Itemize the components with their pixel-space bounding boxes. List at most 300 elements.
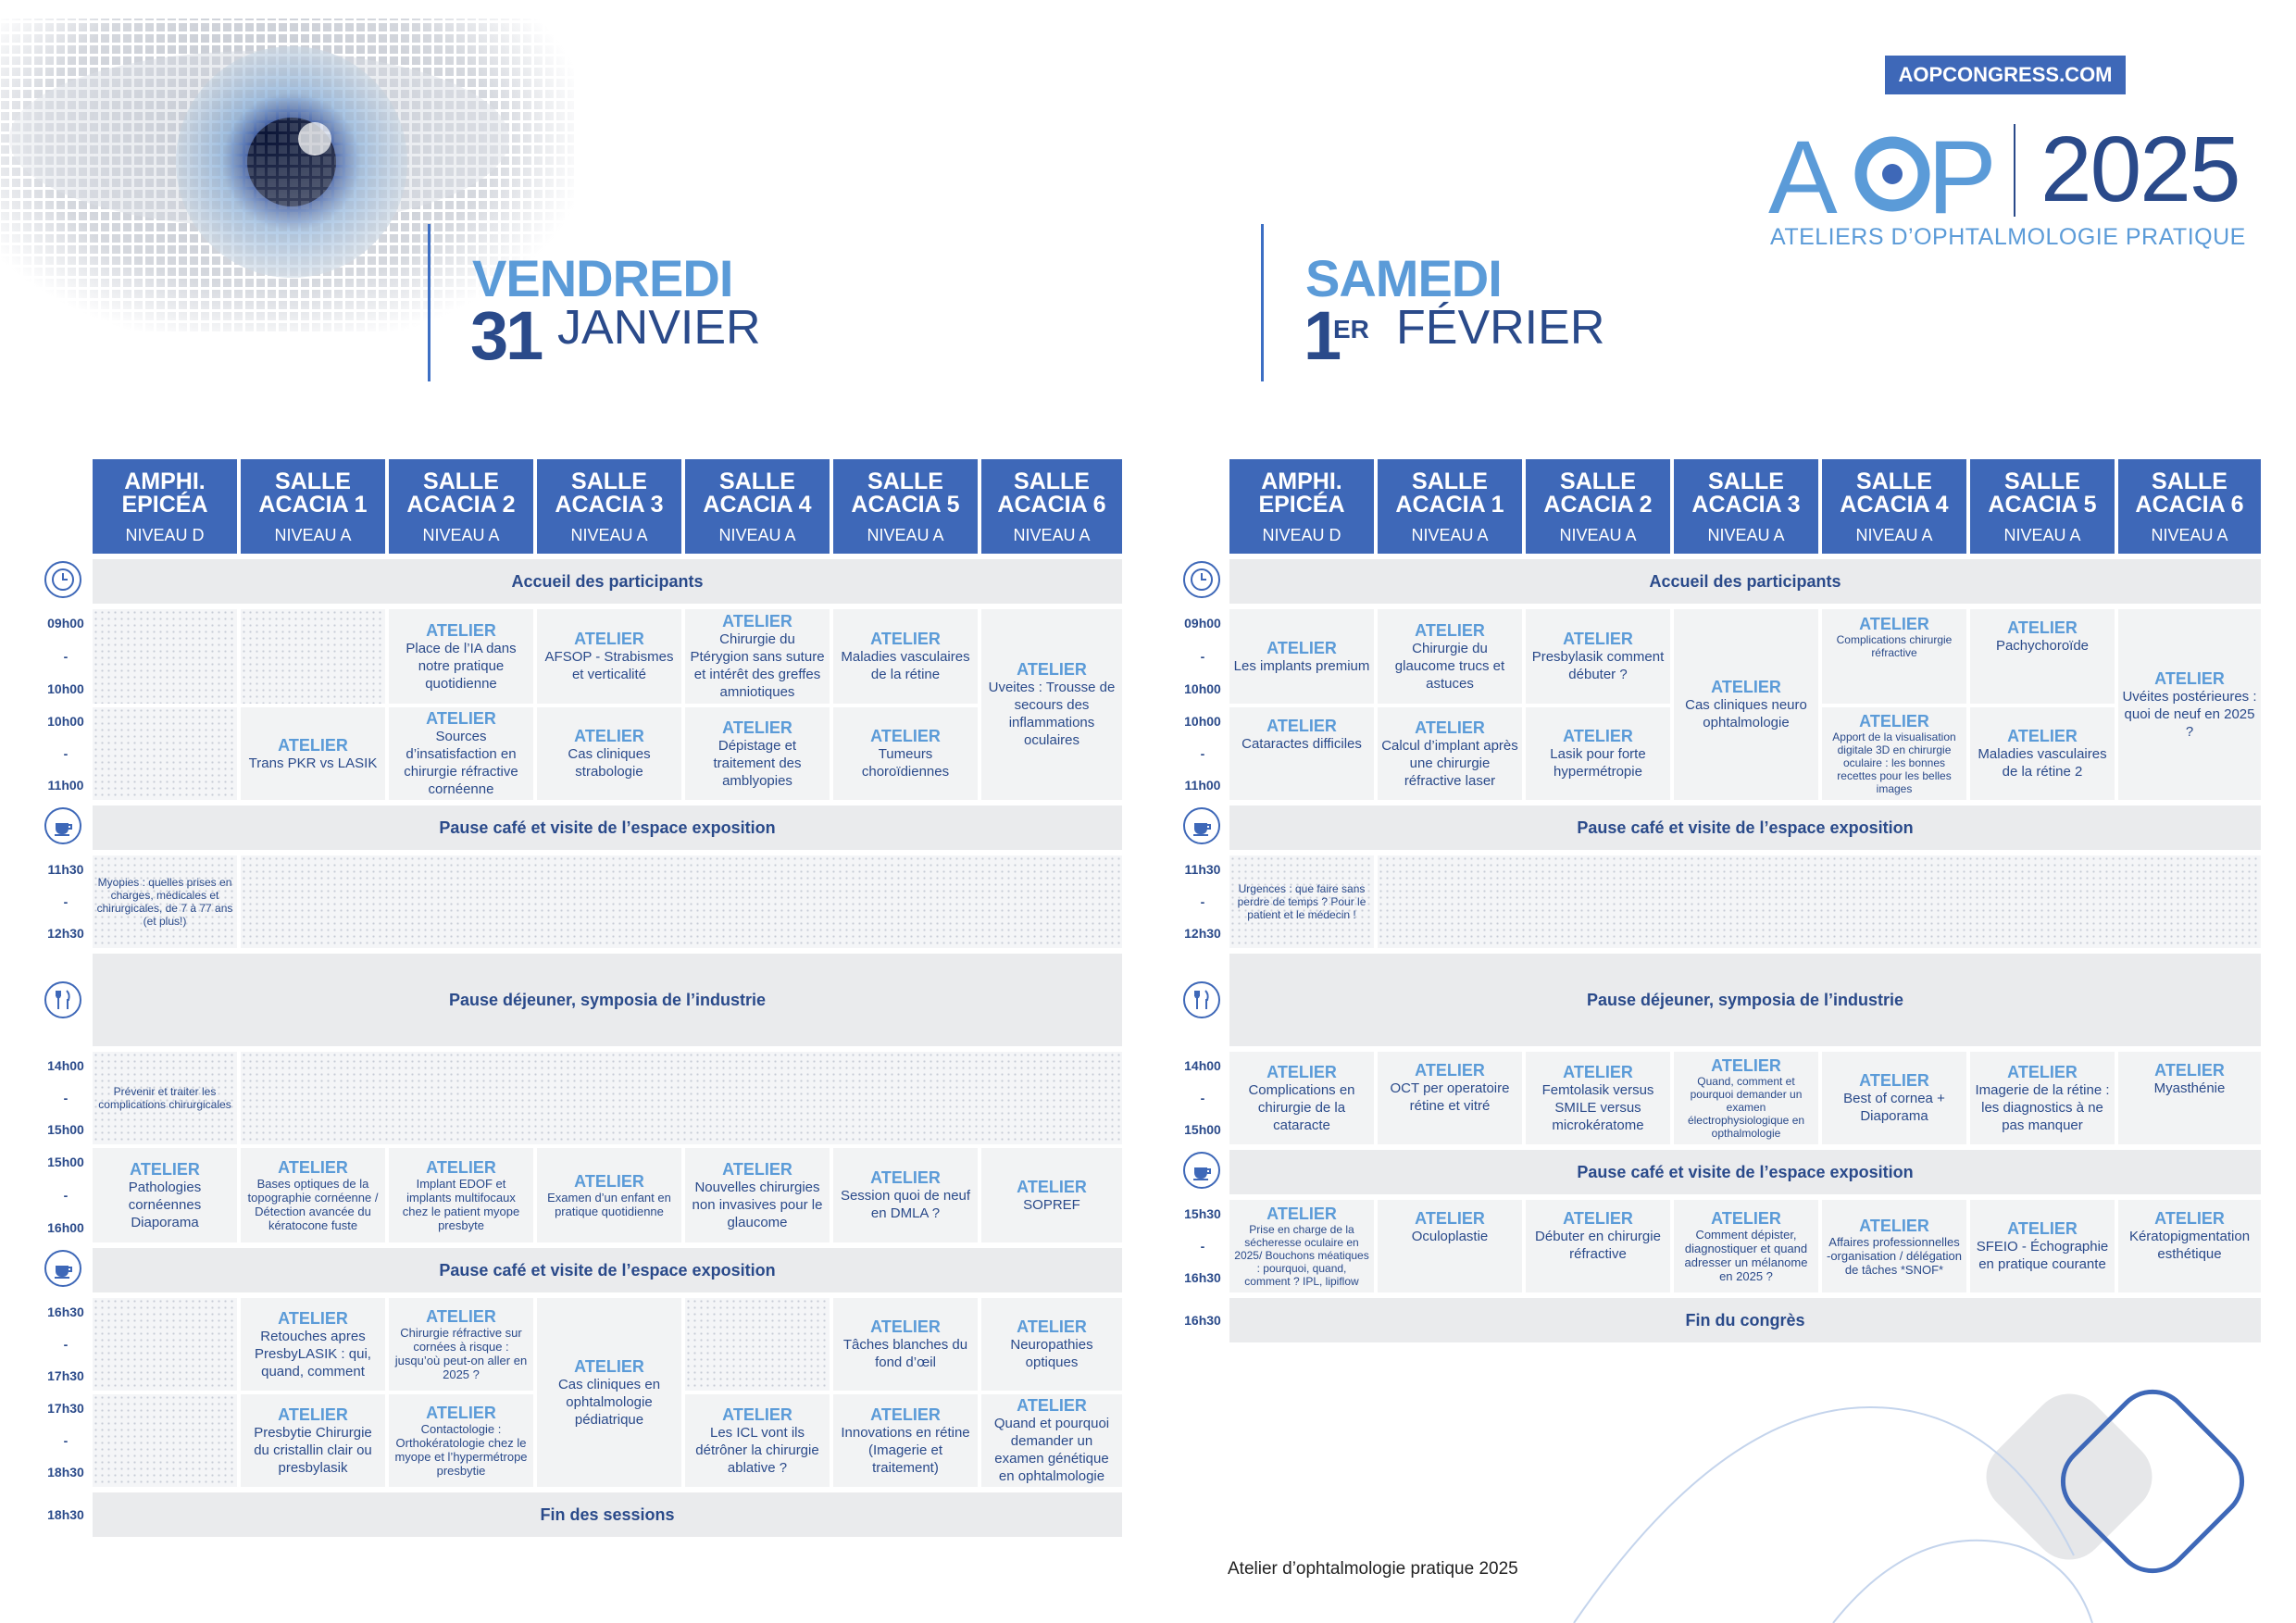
empty-slot (241, 855, 1122, 948)
session-type: ATELIER (1563, 1062, 1633, 1081)
room-name: ACACIA 2 (1543, 492, 1653, 518)
session-cell[interactable] (833, 1298, 978, 1391)
room-name: ACACIA 2 (406, 492, 516, 518)
time-start: 09h00 (47, 616, 84, 630)
session-type: ATELIER (2007, 1062, 2078, 1081)
session-cell[interactable] (685, 609, 830, 704)
session-type: ATELIER (426, 1158, 496, 1177)
session-type: ATELIER (1711, 1209, 1781, 1228)
session-title: Complications en chirurgie de la cataracte (1248, 1081, 1355, 1133)
room-header (981, 459, 1122, 554)
session-title: Tumeurs choroïdiennes (861, 746, 950, 780)
room-level: NIVEAU A (718, 526, 796, 544)
session-cell[interactable] (685, 1148, 830, 1242)
band-pause-cafe: Pause café et visite de l’espace exposition (1229, 805, 2261, 850)
session-cell[interactable] (241, 707, 385, 800)
session-title: Cas cliniques en ophtalmologie pédiatrique (557, 1376, 661, 1428)
session-title: Cataractes difficiles (1242, 736, 1362, 752)
session-title: Place de l’IA dans notre pratique quotidienne (406, 640, 517, 692)
session-type: ATELIER (1859, 1071, 1929, 1090)
session-cell[interactable] (1970, 707, 2115, 800)
session-title: Chirurgie du glaucome trucs et astuces (1394, 640, 1505, 692)
session-title: Chirurgie réfractive sur cornées à risque : jusqu’où peut-on aller en 2025 ? (394, 1326, 528, 1381)
band-dejeuner: Pause déjeuner, symposia de l’industrie (93, 954, 1122, 1046)
empty-slot (685, 1298, 830, 1391)
session-title: Prise en charge de la sécheresse oculaire en 2025/ Bouchons méatiques : pourquoi, quand, comment ? IPL, lipiflow (1234, 1223, 1369, 1288)
room-name: ACACIA 6 (997, 492, 1106, 518)
session-title: Maladies vasculaires de la rétine 2 (1978, 746, 2107, 780)
session-title: Pathologies cornéennes Diaporama (128, 1179, 202, 1230)
empty-slot (93, 1394, 237, 1487)
session-cell[interactable] (389, 1148, 533, 1242)
room-name: ACACIA 1 (258, 492, 368, 518)
session-cell[interactable] (241, 1148, 385, 1242)
session-title: Chirurgie du Ptérygion sans suture et intérêt des greffes amniotiques (690, 631, 825, 700)
room-label: SALLE (1856, 468, 1932, 494)
session-cell[interactable] (1674, 1200, 1818, 1292)
session-type: ATELIER (1563, 630, 1633, 648)
room-label: SALLE (719, 468, 795, 494)
session-cell[interactable] (685, 1394, 830, 1487)
divider-line (428, 224, 430, 381)
time-slot (1178, 1052, 1228, 1144)
time-start: 18h30 (47, 1506, 84, 1522)
session-type: ATELIER (278, 1405, 348, 1424)
time-separator: - (63, 1187, 69, 1203)
session-cell[interactable] (833, 609, 978, 704)
session-title: OCT per operatoire rétine et vitré (1390, 1080, 1510, 1114)
room-header (389, 459, 533, 554)
room-label: SALLE (867, 468, 943, 494)
session-type: ATELIER (2007, 727, 2078, 745)
session-cell[interactable] (1970, 1200, 2115, 1292)
room-header (1378, 459, 1522, 554)
room-label: AMPHI. (1261, 468, 1342, 494)
room-name: EPICÉA (1258, 492, 1345, 518)
time-start: 09h00 (1184, 616, 1221, 630)
time-end: 11h00 (1184, 778, 1221, 793)
session-cell[interactable] (93, 1148, 237, 1242)
session-cell[interactable] (1822, 1200, 1966, 1292)
time-slot (1178, 1200, 1228, 1292)
logo-year: 2025 (2040, 118, 2240, 221)
room-level: NIVEAU D (1262, 526, 1341, 544)
time-separator: - (1200, 1090, 1205, 1105)
session-cell[interactable] (537, 1298, 681, 1487)
room-header (1674, 459, 1818, 554)
session-cell[interactable] (981, 609, 1122, 800)
room-name: ACACIA 3 (1691, 492, 1801, 518)
session-cell[interactable] (1229, 1052, 1374, 1144)
session-type: ATELIER (2154, 1209, 2225, 1228)
time-separator: - (63, 745, 69, 761)
session-title: AFSOP - Strabismes et verticalité (544, 649, 674, 682)
coffee-cup-icon (1183, 1152, 1220, 1189)
session-title: Oculoplastie (1411, 1229, 1489, 1244)
time-start: 15h00 (47, 1155, 84, 1169)
session-cell[interactable] (1378, 1052, 1522, 1144)
clock-icon (1183, 561, 1220, 598)
coffee-cup-icon (44, 807, 81, 844)
room-level: NIVEAU A (867, 526, 944, 544)
session-title: Kératopigmentation esthétique (2128, 1229, 2251, 1262)
time-slot (41, 1298, 91, 1391)
session-cell[interactable] (981, 1394, 1122, 1487)
session-cell[interactable] (1970, 1052, 2115, 1144)
time-start: 10h00 (1184, 714, 1221, 729)
empty-slot (1378, 855, 2261, 948)
empty-slot (93, 1298, 237, 1391)
session-type: ATELIER (870, 1405, 941, 1424)
room-header (833, 459, 978, 554)
time-end: 12h30 (47, 926, 84, 941)
time-start: 15h30 (1184, 1206, 1221, 1221)
empty-slot (241, 1052, 1122, 1144)
empty-slot (93, 707, 237, 800)
room-header (1229, 459, 1374, 554)
coffee-cup-icon (1183, 807, 1220, 844)
session-type: ATELIER (574, 1356, 644, 1376)
room-level: NIVEAU A (1013, 526, 1091, 544)
room-header (1822, 459, 1966, 554)
session-type: ATELIER (1415, 1061, 1485, 1080)
band-pause-cafe: Pause café et visite de l’espace exposition (93, 805, 1122, 850)
session-title: Quand, comment et pourquoi demander un examen électrophysiologique en opthalmologie (1687, 1075, 1805, 1140)
room-label: SALLE (275, 468, 351, 494)
time-slot (41, 1052, 91, 1144)
time-start: 16h30 (1184, 1312, 1221, 1328)
clock-icon (44, 561, 81, 598)
room-level: NIVEAU A (274, 526, 352, 544)
room-label: AMPHI. (124, 468, 206, 494)
time-end: 16h30 (1184, 1270, 1221, 1285)
session-type: ATELIER (722, 1159, 792, 1179)
band-pause-cafe: Pause café et visite de l’espace exposition (1229, 1150, 2261, 1194)
session-type: ATELIER (278, 1308, 348, 1328)
room-level: NIVEAU A (1411, 526, 1489, 544)
fork-knife-icon (1183, 981, 1220, 1018)
session-title: Lasik pour forte hypermétropie (1550, 746, 1646, 780)
session-cell[interactable] (537, 609, 681, 704)
session-title: Uvéites postérieures : quoi de neuf en 2025 ? (2122, 688, 2257, 740)
day2-number-suffix: ER (1333, 315, 1369, 343)
session-title: Urgences : que faire sans perdre de temps ? Pour le patient et le médecin ! (1237, 882, 1366, 921)
time-start: 14h00 (1184, 1058, 1221, 1073)
session-type: ATELIER (1415, 718, 1485, 737)
time-start: 11h30 (47, 862, 84, 877)
fork-knife-icon (44, 981, 81, 1018)
band-pause-cafe: Pause café et visite de l’espace exposition (93, 1248, 1122, 1292)
session-cell[interactable] (1970, 609, 2115, 704)
time-start: 17h30 (47, 1401, 84, 1416)
time-separator: - (63, 1090, 69, 1105)
room-level: NIVEAU A (2003, 526, 2081, 544)
session-title: Session quoi de neuf en DMLA ? (840, 1188, 971, 1221)
time-end: 18h30 (47, 1465, 84, 1479)
session-cell[interactable] (2118, 1200, 2261, 1292)
time-separator: - (63, 1432, 69, 1448)
session-type: ATELIER (1017, 1317, 1087, 1336)
day2-number: 1 (1304, 297, 1340, 374)
session-title: Débuter en chirurgie réfractive (1535, 1229, 1661, 1262)
session-cell[interactable] (1229, 707, 1374, 800)
svg-text:P: P (1928, 120, 1997, 222)
time-separator: - (63, 648, 69, 664)
room-level: NIVEAU A (1855, 526, 1933, 544)
session-type: ATELIER (1563, 727, 1633, 745)
session-cell[interactable] (2118, 609, 2261, 800)
time-separator: - (1200, 893, 1205, 909)
time-slot (1178, 1298, 1228, 1342)
time-end: 10h00 (47, 681, 84, 696)
session-cell[interactable] (1526, 707, 1670, 800)
room-level: NIVEAU A (1559, 526, 1637, 544)
time-start: 11h30 (1184, 862, 1221, 877)
session-cell[interactable] (1822, 609, 1966, 704)
session-title: Cas cliniques neuro ophtalmologie (1685, 697, 1807, 730)
band-fin: Fin du congrès (1229, 1298, 2261, 1342)
session-type: ATELIER (426, 620, 496, 640)
session-type: ATELIER (574, 727, 644, 745)
session-cell[interactable] (1674, 1052, 1818, 1144)
session-cell[interactable] (1378, 609, 1522, 704)
session-title: Comment dépister, diagnostiquer et quand adresser un mélanome en 2025 ? (1684, 1228, 1808, 1283)
room-name: ACACIA 4 (1840, 492, 1949, 518)
session-cell[interactable] (241, 1394, 385, 1487)
session-cell[interactable] (1526, 1200, 1670, 1292)
session-cell[interactable] (537, 707, 681, 800)
session-title: Dépistage et traitement des amblyopies (713, 737, 802, 789)
band-accueil: Accueil des participants (1229, 559, 2261, 604)
room-level: NIVEAU D (125, 526, 205, 544)
session-title: Bases optiques de la topographie cornéenne / Détection avancée du kératocone fuste (247, 1177, 379, 1232)
time-slot (41, 1148, 91, 1242)
session-type: ATELIER (426, 1307, 496, 1326)
session-title: Tâches blanches du fond d’œil (842, 1337, 968, 1370)
session-type: ATELIER (1415, 620, 1485, 640)
session-type: ATELIER (278, 1158, 348, 1177)
time-slot (1178, 707, 1228, 800)
room-name: ACACIA 5 (851, 492, 960, 518)
session-cell[interactable] (389, 609, 533, 704)
session-title: Uveites : Trousse de secours des inflammations oculaires (988, 680, 1116, 748)
session-title: Contactologie : Orthokératologie chez le myope et l’hypermétrope presbytie (394, 1422, 528, 1478)
session-type: ATELIER (1267, 717, 1337, 735)
session-type: ATELIER (278, 735, 348, 755)
session-cell[interactable] (1229, 855, 1374, 948)
room-name: ACACIA 1 (1395, 492, 1504, 518)
room-label: SALLE (2152, 468, 2227, 494)
time-separator: - (1200, 1238, 1205, 1254)
session-cell[interactable] (1526, 609, 1670, 704)
session-title: Complications chirurgie réfractive (1836, 633, 1953, 659)
session-title: Affaires professionnelles -organisation / délégation de tâches *SNOF* (1827, 1234, 1962, 1277)
session-cell[interactable] (685, 707, 830, 800)
time-separator: - (1200, 745, 1205, 761)
session-title: Calcul d’implant après une chirurgie réfractive laser (1381, 737, 1518, 789)
session-type: ATELIER (426, 1404, 496, 1422)
session-title: Presbylasik comment débuter ? (1531, 649, 1665, 682)
session-cell[interactable] (981, 1148, 1122, 1242)
room-header (537, 459, 681, 554)
room-header (1970, 459, 2115, 554)
session-type: ATELIER (1267, 638, 1337, 657)
time-separator: - (1200, 648, 1205, 664)
empty-slot (93, 609, 237, 704)
time-end: 10h00 (1184, 681, 1221, 696)
time-slot (41, 1394, 91, 1487)
session-cell[interactable] (1526, 1052, 1670, 1144)
session-type: ATELIER (722, 1405, 792, 1424)
room-name: ACACIA 6 (2135, 492, 2244, 518)
time-slot (41, 855, 91, 948)
session-type: ATELIER (1017, 1177, 1087, 1196)
session-type: ATELIER (1017, 1396, 1087, 1415)
session-title: SOPREF (1023, 1196, 1080, 1213)
session-cell[interactable] (833, 1394, 978, 1487)
session-type: ATELIER (1563, 1209, 1633, 1228)
room-level: NIVEAU A (422, 526, 500, 544)
room-name: ACACIA 3 (555, 492, 664, 518)
session-title: Presbytie Chirurgie du cristallin clair ou presbylasik (254, 1424, 372, 1476)
session-cell[interactable] (93, 855, 237, 948)
session-title: Les implants premium (1233, 657, 1370, 674)
session-type: ATELIER (1711, 1056, 1781, 1075)
session-type: ATELIER (2154, 1061, 2225, 1080)
empty-slot (241, 609, 385, 704)
session-cell[interactable] (241, 1298, 385, 1391)
room-label: SALLE (1708, 468, 1784, 494)
room-level: NIVEAU A (570, 526, 648, 544)
session-cell[interactable] (1229, 609, 1374, 704)
session-title: Cas cliniques strabologie (568, 746, 651, 780)
session-title: Maladies vasculaires de la rétine (841, 649, 970, 682)
day1-number: 31 (470, 297, 542, 374)
session-title: SFEIO - Échographie en pratique courante (1976, 1239, 2109, 1272)
day2-name: SAMEDI (1305, 249, 1502, 307)
session-type: ATELIER (1859, 615, 1929, 633)
session-title: Sources d’insatisfaction en chirurgie réfractive cornéenne (404, 729, 518, 797)
session-title: Quand et pourquoi demander un examen génétique en ophtalmologie (993, 1416, 1110, 1484)
session-cell[interactable] (389, 1298, 533, 1391)
session-title: Myasthénie (2153, 1080, 2226, 1096)
time-start: 14h00 (47, 1058, 84, 1073)
time-slot (41, 1492, 91, 1537)
time-separator: - (63, 1336, 69, 1352)
website-badge[interactable]: AOPCONGRESS.COM (1885, 56, 2126, 94)
session-title: Nouvelles chirurgies non invasives pour le glaucome (692, 1179, 823, 1230)
session-type: ATELIER (722, 612, 792, 630)
time-end: 15h00 (47, 1122, 84, 1137)
decorative-shapes (1481, 1370, 2296, 1623)
session-type: ATELIER (426, 709, 496, 728)
room-header (2118, 459, 2261, 554)
room-name: ACACIA 5 (1988, 492, 2097, 518)
session-cell[interactable] (981, 1298, 1122, 1391)
room-label: SALLE (571, 468, 647, 494)
session-type: ATELIER (1267, 1062, 1337, 1081)
session-cell[interactable] (1822, 1052, 1966, 1144)
session-type: ATELIER (870, 1317, 941, 1336)
time-separator: - (63, 893, 69, 909)
band-dejeuner: Pause déjeuner, symposia de l’industrie (1229, 954, 2261, 1046)
session-type: ATELIER (2007, 618, 2078, 637)
day1-name: VENDREDI (472, 249, 733, 307)
session-title: Best of cornea + Diaporama (1843, 1091, 1945, 1124)
time-end: 16h00 (47, 1220, 84, 1235)
session-title: Examen d’un enfant en pratique quotidienne (547, 1191, 671, 1218)
session-title: Femtolasik versus SMILE versus microkératome (1541, 1081, 1654, 1133)
session-cell[interactable] (389, 1394, 533, 1487)
room-label: SALLE (423, 468, 499, 494)
session-title: Innovations en rétine (Imagerie et traitement) (841, 1424, 970, 1476)
footer-text: Atelier d’ophtalmologie pratique 2025 (1228, 1559, 1518, 1579)
room-level: NIVEAU A (2151, 526, 2228, 544)
session-cell[interactable] (2118, 1052, 2261, 1144)
time-slot (41, 707, 91, 800)
room-header (241, 459, 385, 554)
band-accueil: Accueil des participants (93, 559, 1122, 604)
svg-text:A: A (1768, 120, 1838, 222)
room-label: SALLE (1560, 468, 1636, 494)
session-title: Imagerie de la rétine : les diagnostics à ne pas manquer (1975, 1081, 2110, 1133)
session-cell[interactable] (833, 1148, 978, 1242)
session-cell[interactable] (1378, 707, 1522, 800)
session-cell[interactable] (1674, 609, 1818, 800)
logo-divider (2014, 124, 2015, 217)
time-start: 16h30 (47, 1305, 84, 1319)
session-cell[interactable] (1229, 1200, 1374, 1292)
session-type: ATELIER (2154, 668, 2225, 688)
session-type: ATELIER (130, 1159, 200, 1179)
session-type: ATELIER (574, 630, 644, 648)
room-name: EPICÉA (121, 492, 208, 518)
session-title: Myopies : quelles prises en charges, médicales et chirurgicales, de 7 à 77 ans (et plus!) (96, 876, 233, 928)
session-type: ATELIER (1711, 678, 1781, 696)
time-slot (1178, 609, 1228, 704)
session-type: ATELIER (1859, 712, 1929, 730)
session-title: Les ICL vont ils détrôner la chirurgie ablative ? (695, 1424, 819, 1476)
session-type: ATELIER (870, 727, 941, 745)
time-slot (1178, 855, 1228, 948)
session-title: Apport de la visualisation digitale 3D en chirurgie oculaire : les bonnes recettes pour les belles images (1832, 730, 1956, 795)
session-title: Implant EDOF et implants multifocaux chez le patient myope presbyte (402, 1177, 520, 1232)
session-title: Prévenir et traiter les complications chirurgicales (98, 1085, 231, 1111)
session-cell[interactable] (1378, 1200, 1522, 1292)
session-cell[interactable] (1822, 707, 1966, 800)
time-end: 12h30 (1184, 926, 1221, 941)
session-cell[interactable] (833, 707, 978, 800)
session-title: Retouches apres PresbyLASIK : qui, quand, comment (255, 1328, 371, 1380)
session-type: ATELIER (870, 630, 941, 648)
divider-line (1261, 224, 1264, 381)
day2-month: FÉVRIER (1396, 301, 1605, 355)
session-cell[interactable] (389, 707, 533, 800)
session-type: ATELIER (1267, 1205, 1337, 1223)
session-cell[interactable] (537, 1148, 681, 1242)
session-cell[interactable] (93, 1052, 237, 1144)
room-level: NIVEAU A (1707, 526, 1785, 544)
session-type: ATELIER (2007, 1219, 2078, 1238)
time-end: 11h00 (47, 778, 84, 793)
time-end: 17h30 (47, 1368, 84, 1383)
session-type: ATELIER (1859, 1216, 1929, 1235)
session-type: ATELIER (722, 718, 792, 737)
session-type: ATELIER (1017, 660, 1087, 679)
logo-subtitle: ATELIERS D’OPHTALMOLOGIE PRATIQUE (1770, 224, 2246, 250)
room-header (685, 459, 830, 554)
session-title: Pachychoroïde (1995, 638, 2090, 654)
